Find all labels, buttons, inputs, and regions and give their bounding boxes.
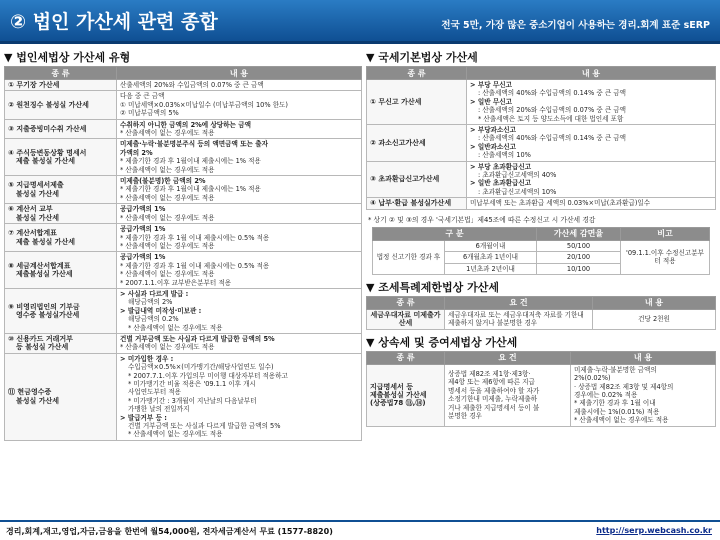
col-kind-header: 종 류 xyxy=(367,351,445,364)
text-line: * 2007.7.1.이후 가입의무 미이행 대상자부터 적용하고 xyxy=(128,371,288,380)
text-line: > 사실과 다르게 발급 : xyxy=(120,289,189,298)
text-line: ① 무기장 가산세 xyxy=(8,81,60,89)
special-tax-kind: 세금우대자료 미제출가산세 xyxy=(367,309,445,329)
table-row xyxy=(367,309,716,329)
text-line: : 산출세액의 40%와 수입금액의 0.14% 중 큰 금액 xyxy=(478,134,627,143)
text-line: * 산출세액이 없는 경우에도 적용 xyxy=(574,416,669,425)
text-line: 제출시에는 1%(0.01%) 적용 xyxy=(574,407,660,416)
reduction-period: 6개월이내 xyxy=(445,240,537,251)
reduction-period: 6개월초과 1년이내 xyxy=(445,252,537,263)
tax-kind-cell xyxy=(5,288,117,333)
text-line: * 산출세액이 없는 경우에도 적용 xyxy=(120,213,215,222)
tax-kind-cell xyxy=(367,161,467,198)
tax-kind-cell xyxy=(5,333,117,353)
text-line: 소정기한내 미제출, 누락제출하 xyxy=(448,395,538,404)
text-line: 제출불성실 가산세 xyxy=(16,270,73,279)
text-line: 건별 거부금액 또는 사실과 다르게 발급한 금액의 5% xyxy=(128,422,281,431)
special-tax-table xyxy=(366,296,716,330)
reduction-period: 1년초과 2년이내 xyxy=(445,263,537,274)
table-row xyxy=(373,240,710,251)
tax-content-cell xyxy=(117,224,362,252)
text-line: 명세서 등을 제출하여야 할 자가 xyxy=(448,386,540,395)
tax-kind-cell xyxy=(367,80,467,125)
tax-kind-cell xyxy=(367,125,467,162)
col-remark-header: 비고 xyxy=(621,227,710,240)
text-line: : 초과환급신고세액의 40% xyxy=(478,171,557,180)
text-line: 미납부세액 또는 초과환급 세액의 0.03%×미납(초과환급)일수 xyxy=(470,199,651,208)
text-line: 사업연도부터 적용 xyxy=(128,388,182,397)
text-line: : 산출세액의 40%와 수입금액의 0.14% 중 큰 금액 xyxy=(478,89,627,98)
special-tax-section-title: ▼ 조세특례제한법상 가산세 xyxy=(366,280,500,294)
text-line: ① 미납세액×0.03%×미납일수 (미납부금액의 10% 한도) xyxy=(120,100,289,109)
text-line: > 부당 무신고 xyxy=(470,81,512,89)
text-line: * 2007.1.1.이후 교부받은분부터 적용 xyxy=(120,278,232,287)
text-line: 제출 불성실 가산세 xyxy=(16,157,75,166)
tax-content-cell xyxy=(117,80,362,91)
text-line: ① 무신고 가산세 xyxy=(370,97,422,106)
text-line: 거나 제출한 지급명세서 등이 불 xyxy=(448,403,540,412)
footer-link[interactable]: http://serp.webcash.co.kr xyxy=(596,526,712,535)
footer-promo-text: 경리,회계,재고,영업,자금,금융을 한번에 월54,000원, 전자세금계산서 무료 (1577-8820) xyxy=(6,527,333,536)
text-line: * 산출세액이 없는 경우에도 적용 xyxy=(128,430,223,439)
text-line: * 산출세액이 없는 경우에도 적용 xyxy=(120,193,215,202)
inherit-tax-header-row xyxy=(367,351,716,364)
tax-content-cell xyxy=(117,139,362,176)
right-panel xyxy=(366,50,716,518)
tax-content-cell xyxy=(467,161,716,198)
text-line: * 제출기한 경과 후 1월이내 제출시에는 1% 적용 xyxy=(120,157,261,166)
table-row xyxy=(5,288,362,333)
table-row xyxy=(367,80,716,125)
tax-content-cell xyxy=(467,125,716,162)
text-line: 가액의 2% xyxy=(120,148,153,157)
text-line: ② 미납부금액의 5% xyxy=(120,109,179,118)
reduction-rate: 20/100 xyxy=(537,252,621,263)
text-line: 불성실 가산세 xyxy=(16,189,60,198)
tax-kind-cell xyxy=(5,80,117,91)
text-line: > 일반과소신고 xyxy=(470,142,517,151)
reduction-group-label: 법정 신고기한 경과 후 xyxy=(373,240,445,274)
text-line: : 초과환급신고세액의 10% xyxy=(478,187,557,196)
tax-kind-cell xyxy=(5,91,117,119)
special-tax-requirement: 세금우대자료 또는 세금우대저축 자료를 기한내 제출하지 않거나 불분명한 경우 xyxy=(445,309,593,329)
inherit-tax-section-title: ▼ 상속세 및 증여세법상 가산세 xyxy=(366,335,518,349)
inherit-tax-kind xyxy=(367,364,445,426)
tax-content-cell xyxy=(117,353,362,440)
page-header xyxy=(0,0,720,44)
col-content-header: 내 용 xyxy=(571,351,716,364)
text-line: ⑨ 비영리법인의 기부금 xyxy=(8,302,80,311)
text-line: * 산출세액이 없는 경우에도 적용 xyxy=(120,241,215,250)
text-line: * 제출기한 경과 후 1월 이내 xyxy=(574,399,656,408)
text-line: > 부당 초과환급신고 xyxy=(470,162,532,171)
reduction-note: * 상기 ② 및 ③의 경우 '국세기본법」제45조에 따른 수정신고 시 가산세 경감 xyxy=(368,215,596,224)
col-rate-header: 가산세 감면율 xyxy=(537,227,621,240)
table-row xyxy=(367,161,716,198)
table-row xyxy=(367,364,716,426)
table-row xyxy=(5,139,362,176)
text-line: 경우에는 0.02% 적용 xyxy=(574,390,638,399)
text-line: * 산출세액이 없는 경우에도 적용 xyxy=(120,270,215,279)
text-line: 분명한 경우 xyxy=(448,411,482,420)
text-line: 2%(0.02%) xyxy=(574,374,611,383)
corp-tax-section-title: ▼ 법인세법상 가산세 유형 xyxy=(4,51,131,64)
text-line: (상증법78 ⑬,⑭) xyxy=(370,399,426,408)
text-line: ⑩ 신용카드 거래거부 xyxy=(8,334,73,343)
corp-tax-table xyxy=(4,66,362,441)
text-line: ③ 지출증빙미수취 가산세 xyxy=(8,124,87,133)
text-line: 공급가액의 1% xyxy=(120,253,166,262)
text-line: * 미가맹기간 : 3개월이 지난날의 다음날부터 xyxy=(128,396,257,405)
table-row xyxy=(5,333,362,353)
text-line: ⑪ 현금영수증 xyxy=(8,388,52,397)
left-panel xyxy=(4,50,362,518)
tax-content-cell xyxy=(117,119,362,139)
basic-tax-table xyxy=(366,66,716,210)
text-line: · 상증법 제82조 제3항 및 제4항의 xyxy=(574,382,674,391)
inherit-tax-table xyxy=(366,351,716,427)
text-line: : 산출세액의 10% xyxy=(478,151,531,160)
text-line: 제출불성실 가산세 xyxy=(370,390,427,399)
header-tagline: 전국 5만, 가장 많은 중소기업이 사용하는 경리.회계 표준 sERP xyxy=(441,20,710,31)
text-line: * 미가맹기간 비율 적용은 '09.1.1 이후 개시 xyxy=(128,380,256,388)
text-line: > 발급거부 등 : xyxy=(120,413,167,422)
tax-kind-cell xyxy=(5,139,117,176)
text-line: 제출 불성실 가산세 xyxy=(16,237,75,246)
text-line: 건별 거부금액 또는 사실과 다르게 발급한 금액의 5% xyxy=(120,334,275,343)
text-line: ② 원천징수 불성실 가산세 xyxy=(8,100,89,109)
text-line: 공급가액의 1% xyxy=(120,205,166,214)
text-line: * 산출세액이 없는 경우에도 적용 xyxy=(120,165,215,174)
text-line: 불성실 가산세 xyxy=(16,396,60,405)
reduction-remark: '09.1.1.이후 수정신고분부터 적용 xyxy=(621,240,710,274)
text-line: > 일반 초과환급신고 xyxy=(470,179,532,188)
tax-kind-cell xyxy=(5,204,117,224)
text-line: > 미가입한 경우 : xyxy=(120,354,174,363)
text-line: 가맹한 날의 전일까지 xyxy=(128,405,190,414)
text-line: 제4항 또는 제6항에 따른 지급 xyxy=(448,378,535,387)
text-line: * 제출기한 경과 후 1월 이내 제출시에는 0.5% 적용 xyxy=(120,261,270,270)
text-line: 지급명세서 등 xyxy=(370,382,414,391)
text-line: * 산출세액이 없는 경우에도 적용 xyxy=(128,323,223,332)
text-line: ④ 납부·환급 불성실가산세 xyxy=(370,199,452,208)
text-line: 해당금액의 0.2% xyxy=(128,315,179,324)
text-line: 수취하지 아니한 금액의 2%에 상당하는 금액 xyxy=(120,120,251,129)
tax-kind-cell xyxy=(5,353,117,440)
tax-content-cell xyxy=(467,198,716,209)
reduction-table xyxy=(372,227,710,275)
tax-kind-cell xyxy=(5,224,117,252)
col-req-header: 요 건 xyxy=(445,351,571,364)
reduction-rate: 50/100 xyxy=(537,240,621,251)
corp-tax-header-row xyxy=(5,67,362,80)
text-line: * 산출세액은 토지 등 양도소득에 대한 법인세 포함 xyxy=(478,114,624,123)
inherit-tax-requirement xyxy=(445,364,571,426)
text-line: : 산출세액의 20%와 수입금액의 0.07% 중 큰 금액 xyxy=(478,106,627,115)
basic-tax-section-title: ▼ 국세기본법상 가산세 xyxy=(366,51,478,64)
text-line: 등 불성실 가산세 xyxy=(16,343,69,352)
text-line: ② 과소신고가산세 xyxy=(370,138,426,147)
text-line: ⑤ 지급명세서제출 xyxy=(8,181,64,190)
table-row xyxy=(5,119,362,139)
tax-content-cell xyxy=(117,204,362,224)
text-line: * 제출기한 경과 후 1월이내 제출시에는 1% 적용 xyxy=(120,185,261,194)
text-line: 미제출(불분명)한 금액의 2% xyxy=(120,177,206,186)
text-line: * 산출세액이 없는 경우에도 적용 xyxy=(120,129,215,138)
text-line: ⑧ 세금계산서합계표 xyxy=(8,261,71,270)
reduction-header-row xyxy=(373,227,710,240)
text-line: ⑦ 계산서합계표 xyxy=(8,229,57,238)
tax-content-cell xyxy=(117,333,362,353)
text-line: 상증법 제82조 제1항·제3항· xyxy=(448,369,531,378)
tax-content-cell xyxy=(117,288,362,333)
text-line: * 산출세액이 없는 경우에도 적용 xyxy=(120,343,215,352)
text-line: ④ 주식등변동상황 명세서 xyxy=(8,148,87,157)
col-group-header: 구 분 xyxy=(373,227,537,240)
tax-content-cell xyxy=(467,80,716,125)
table-row xyxy=(5,353,362,440)
page-footer xyxy=(0,520,720,540)
text-line: 영수증 불성실가산세 xyxy=(16,310,80,319)
table-row xyxy=(5,80,362,91)
text-line: > 발급내역 미작성·미보관 : xyxy=(120,306,202,315)
tax-content-cell xyxy=(117,252,362,289)
text-line: 공급가액의 1% xyxy=(120,225,166,234)
special-tax-header-row xyxy=(367,296,716,309)
text-line: ⑥ 계산서 교부 xyxy=(8,205,53,214)
text-line: * 제출기한 경과 후 1월 이내 제출시에는 0.5% 적용 xyxy=(120,233,270,242)
tax-kind-cell xyxy=(5,176,117,204)
text-line: 수입금액×0.5%×(미가맹기간/해당사업연도 일수) xyxy=(128,363,274,372)
text-line: 미제출·누락·불분명분주식 등의 액면금액 또는 출자 xyxy=(120,140,268,149)
text-line: > 부당과소신고 xyxy=(470,126,517,135)
text-line: ③ 초과환급신고가산세 xyxy=(370,175,440,184)
text-line: 미제출·누락·불분명한 금액의 xyxy=(574,365,657,374)
table-row xyxy=(367,198,716,209)
reduction-rate: 10/100 xyxy=(537,263,621,274)
table-row xyxy=(5,252,362,289)
col-kind-header: 종 류 xyxy=(367,67,467,80)
text-line: 불성실 가산세 xyxy=(16,213,60,222)
text-line: 산출세액의 20%와 수입금액의 0.07% 중 큰 금액 xyxy=(120,81,264,89)
table-row xyxy=(367,125,716,162)
col-content-header: 내 용 xyxy=(593,296,716,309)
inherit-tax-content xyxy=(571,364,716,426)
page-title: ② 법인 가산세 관련 종합 xyxy=(10,11,218,33)
special-tax-content: 건당 2천원 xyxy=(593,309,716,329)
tax-kind-cell xyxy=(5,119,117,139)
col-kind-header: 종 류 xyxy=(367,296,445,309)
col-content-header: 내 용 xyxy=(117,67,362,80)
table-row xyxy=(5,91,362,119)
text-line: 다음 중 큰 금액 xyxy=(120,92,165,101)
col-kind-header: 종 류 xyxy=(5,67,117,80)
table-row xyxy=(5,224,362,252)
tax-content-cell xyxy=(117,176,362,204)
col-req-header: 요 건 xyxy=(445,296,593,309)
table-row xyxy=(5,204,362,224)
col-content-header: 내 용 xyxy=(467,67,716,80)
tax-content-cell xyxy=(117,91,362,119)
tax-kind-cell xyxy=(5,252,117,289)
text-line: > 일반 무신고 xyxy=(470,97,512,106)
text-line: 해당금액의 2% xyxy=(128,298,173,307)
basic-tax-header-row xyxy=(367,67,716,80)
tax-kind-cell xyxy=(367,198,467,209)
table-row xyxy=(5,176,362,204)
